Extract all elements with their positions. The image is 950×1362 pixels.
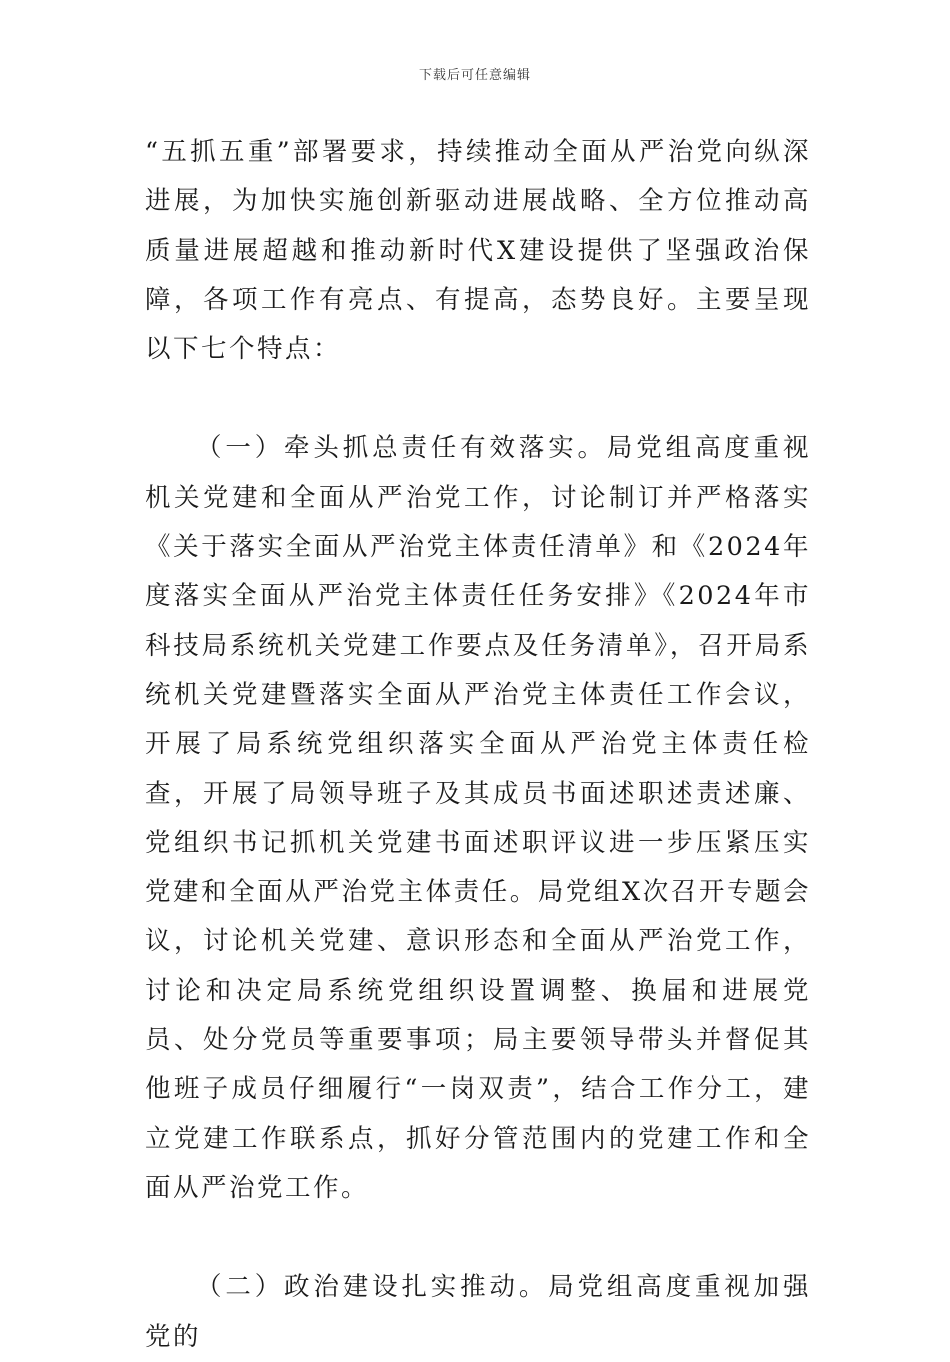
paragraph-spacer bbox=[145, 1213, 811, 1263]
paragraph-intro: “五抓五重”部署要求，持续推动全面从严治党向纵深进展，为加快实施创新驱动进展战略、全方位推动高质量进展超越和推动新时代X建设提供了坚强政治保障，各项工作有亮点、有提高，态势良好。主要呈现以下七个特点： bbox=[145, 137, 811, 365]
paragraph-section-1: （一）牵头抓总责任有效落实。局党组高度重视机关党建和全面从严治党工作，讨论制订并严格落实《关于落实全面从严治党主体责任清单》和《2024年度落实全面从严治党主体责任任务安排》《2024年市科技局系统机关党建工作要点及任务清单》，召开局系统机关党建暨落实全面从严治党主体责任工作会议，开展了局系统党组织落实全面从严治党主体责任检查，开展了局领导班子及其成员书面述职述责述廉、党组织书记抓机关党建书面述职评议进一步压紧压实党建和全面从严治党主体责任。局党组X次召开专题会议，讨论机关党建、意识形态和全面从严治党工作，讨论和决定局系统党组织设置调整、换届和进展党员、处分党员等重要事项；局主要领导带头并督促其他班子成员仔细履行“一岗双责”，结合工作分工，建立党建工作联系点，抓好分管范围内的党建工作和全面从严治党工作。 bbox=[145, 433, 811, 1203]
document-body bbox=[145, 128, 811, 1362]
paragraph-spacer bbox=[145, 374, 811, 424]
page-header: 下载后可任意编辑 bbox=[418, 68, 531, 83]
paragraph-section-2: （二）政治建设扎实推动。局党组高度重视加强党的 bbox=[145, 1272, 811, 1352]
